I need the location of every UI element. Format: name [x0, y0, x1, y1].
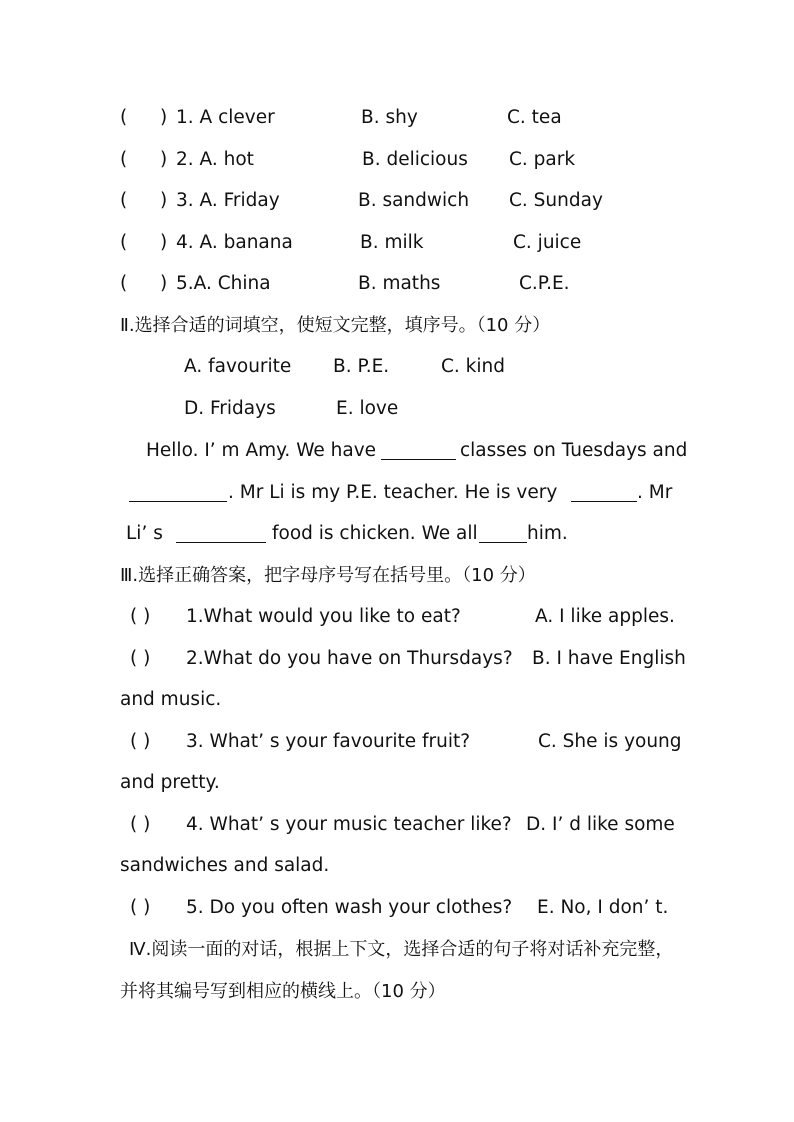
- passage-text: food is chicken. We all: [272, 523, 478, 544]
- answer-paren-open: (: [120, 190, 128, 211]
- passage-text: classes on Tuesdays and: [460, 440, 688, 461]
- word-option-e: E. love: [336, 398, 399, 419]
- section-heading-cont: 并将其编号写到相应的横线上。（10 分）: [120, 981, 446, 1002]
- question-text: 1.What would you like to eat?: [186, 606, 461, 627]
- answer-paren: ( ): [130, 814, 151, 835]
- option-b: B. maths: [358, 273, 441, 294]
- section-heading: Ⅲ.选择正确答案，把字母序号写在括号里。（10 分）: [120, 565, 536, 586]
- fill-blank-4[interactable]: [176, 526, 266, 543]
- answer-option: E. No, I don’ t.: [537, 897, 669, 918]
- answer-option: D. I’ d like some: [526, 814, 675, 835]
- passage-text: . Mr: [637, 482, 673, 503]
- answer-paren-close: ): [160, 149, 168, 170]
- answer-paren-open: (: [120, 273, 128, 294]
- answer-option: B. I have English: [532, 648, 686, 669]
- fill-blank-3[interactable]: [571, 485, 637, 502]
- fill-blank-2[interactable]: [129, 485, 227, 502]
- option-b: B. sandwich: [358, 190, 470, 211]
- answer-paren: ( ): [130, 606, 151, 627]
- option-c: C.P.E.: [519, 273, 570, 294]
- passage-text: Li’ s: [126, 523, 163, 544]
- option-c: C. tea: [507, 107, 562, 128]
- answer-paren-open: (: [120, 107, 128, 128]
- option-a: 3. A. Friday: [176, 190, 280, 211]
- word-option-d: D. Fridays: [184, 398, 276, 419]
- option-c: C. park: [509, 149, 576, 170]
- answer-paren-open: (: [120, 232, 128, 253]
- answer-paren-open: (: [120, 149, 128, 170]
- word-option-c: C. kind: [441, 356, 506, 377]
- answer-paren-close: ): [160, 190, 168, 211]
- answer-continuation: and pretty.: [120, 772, 220, 793]
- answer-paren: ( ): [130, 731, 151, 752]
- option-a: 1. A clever: [176, 107, 275, 128]
- answer-continuation: and music.: [120, 689, 222, 710]
- answer-option: C. She is young: [538, 731, 682, 752]
- question-text: 2.What do you have on Thursdays?: [186, 648, 513, 669]
- question-text: 3. What’ s your favourite fruit?: [186, 731, 471, 752]
- option-b: B. shy: [361, 107, 418, 128]
- answer-paren: ( ): [130, 648, 151, 669]
- fill-blank-1[interactable]: [381, 443, 456, 460]
- passage-text: Hello. I’ m Amy. We have: [146, 440, 377, 461]
- word-option-a: A. favourite: [184, 356, 292, 377]
- passage-text: . Mr Li is my P.E. teacher. He is very: [228, 482, 558, 503]
- option-a: 4. A. banana: [176, 232, 293, 253]
- answer-paren-close: ): [160, 107, 168, 128]
- option-c: C. juice: [513, 232, 582, 253]
- answer-paren: ( ): [130, 897, 151, 918]
- fill-blank-5[interactable]: [479, 526, 527, 543]
- answer-paren-close: ): [160, 273, 168, 294]
- answer-continuation: sandwiches and salad.: [120, 855, 330, 876]
- word-option-b: B. P.E.: [333, 356, 390, 377]
- section-heading: Ⅱ.选择合适的词填空，使短文完整，填序号。（10 分）: [120, 315, 551, 336]
- option-a: 5.A. China: [176, 273, 271, 294]
- question-text: 5. Do you often wash your clothes?: [186, 897, 513, 918]
- option-c: C. Sunday: [509, 190, 603, 211]
- option-b: B. delicious: [362, 149, 468, 170]
- question-text: 4. What’ s your music teacher like?: [186, 814, 512, 835]
- section-heading: Ⅳ.阅读一面的对话，根据上下文，选择合适的句子将对话补充完整，: [129, 939, 674, 960]
- option-b: B. milk: [360, 232, 424, 253]
- option-a: 2. A. hot: [176, 149, 254, 170]
- passage-text: him.: [527, 523, 568, 544]
- answer-paren-close: ): [160, 232, 168, 253]
- answer-option: A. I like apples.: [535, 606, 675, 627]
